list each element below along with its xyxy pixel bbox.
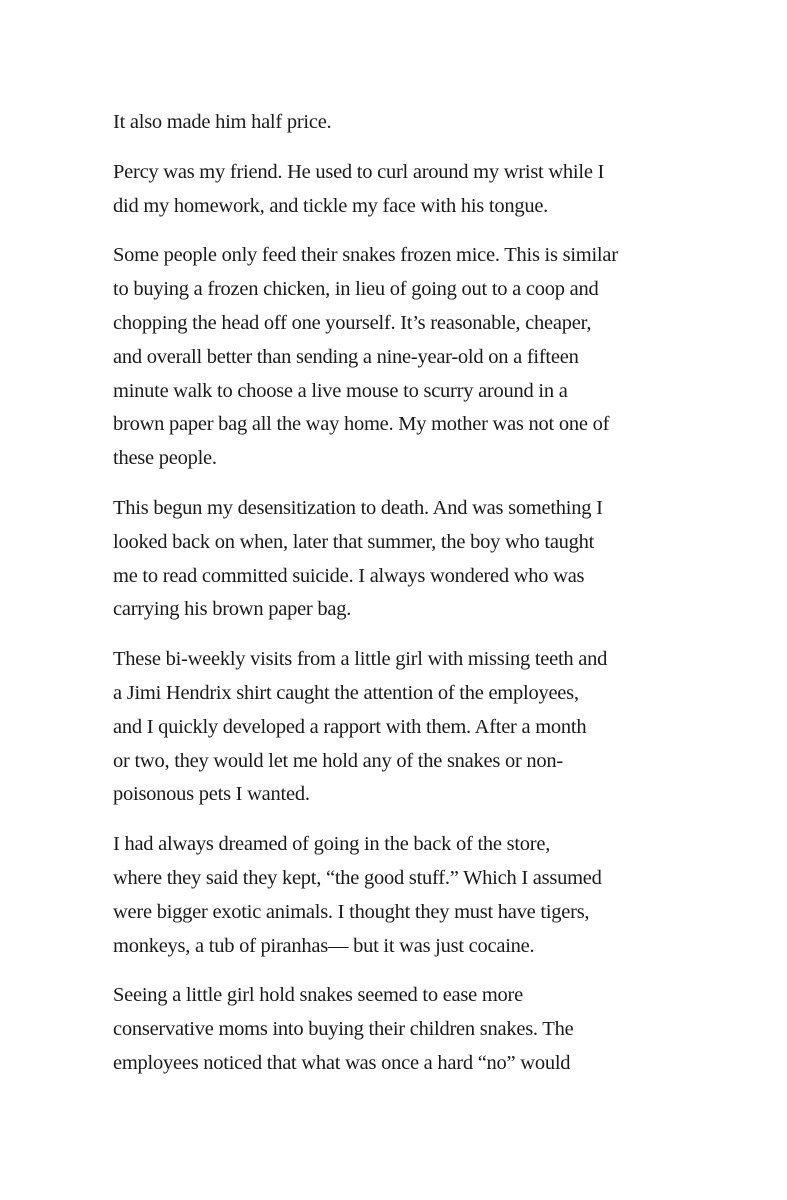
text-line: conservative moms into buying their children snakes. The [113,1018,574,1041]
text-line: poisonous pets I wanted. [113,783,310,806]
text-line: where they said they kept, “the good stuff.” Which I assumed [113,866,602,889]
paragraph-4 [113,492,713,627]
text-line: brown paper bag all the way home. My mother was not one of [113,413,610,436]
text-line: to buying a frozen chicken, in lieu of going out to a coop and [113,278,599,301]
text-line: monkeys, a tub of piranhas— but it was just cocaine. [113,934,535,957]
paragraph-3 [113,239,713,476]
document-page [113,106,713,1097]
paragraph-6 [113,828,713,963]
paragraph-1 [113,106,713,140]
text-line: a Jimi Hendrix shirt caught the attention of the employees, [113,681,579,704]
text-line: Some people only feed their snakes frozen mice. This is similar [113,244,618,267]
text-line: were bigger exotic animals. I thought they must have tigers, [113,900,590,923]
text-line: me to read committed suicide. I always wondered who was [113,564,585,587]
text-line: These bi-weekly visits from a little girl with missing teeth and [113,648,608,671]
text-line: I had always dreamed of going in the back of the store, [113,833,551,856]
text-line: or two, they would let me hold any of the snakes or non- [113,749,564,772]
text-line: did my homework, and tickle my face with his tongue. [113,194,549,217]
text-line: Percy was my friend. He used to curl around my wrist while I [113,160,605,183]
text-line: chopping the head off one yourself. It’s reasonable, cheaper, [113,311,592,334]
paragraph-5 [113,643,713,812]
text-line: This begun my desensitization to death. And was something I [113,496,603,519]
text-line: and I quickly developed a rapport with them. After a month [113,715,587,738]
text-line: It also made him half price. [113,111,332,133]
text-line: carrying his brown paper bag. [113,598,352,621]
text-line: employees noticed that what was once a hard “no” would [113,1051,571,1074]
text-line: these people. [113,447,217,470]
text-line: and overall better than sending a nine-year-old on a fifteen [113,345,579,368]
text-line: Seeing a little girl hold snakes seemed to ease more [113,984,523,1007]
text-line: minute walk to choose a live mouse to scurry around in a [113,379,568,402]
text-line: looked back on when, later that summer, the boy who taught [113,530,595,553]
paragraph-2 [113,156,713,224]
paragraph-7 [113,979,713,1080]
